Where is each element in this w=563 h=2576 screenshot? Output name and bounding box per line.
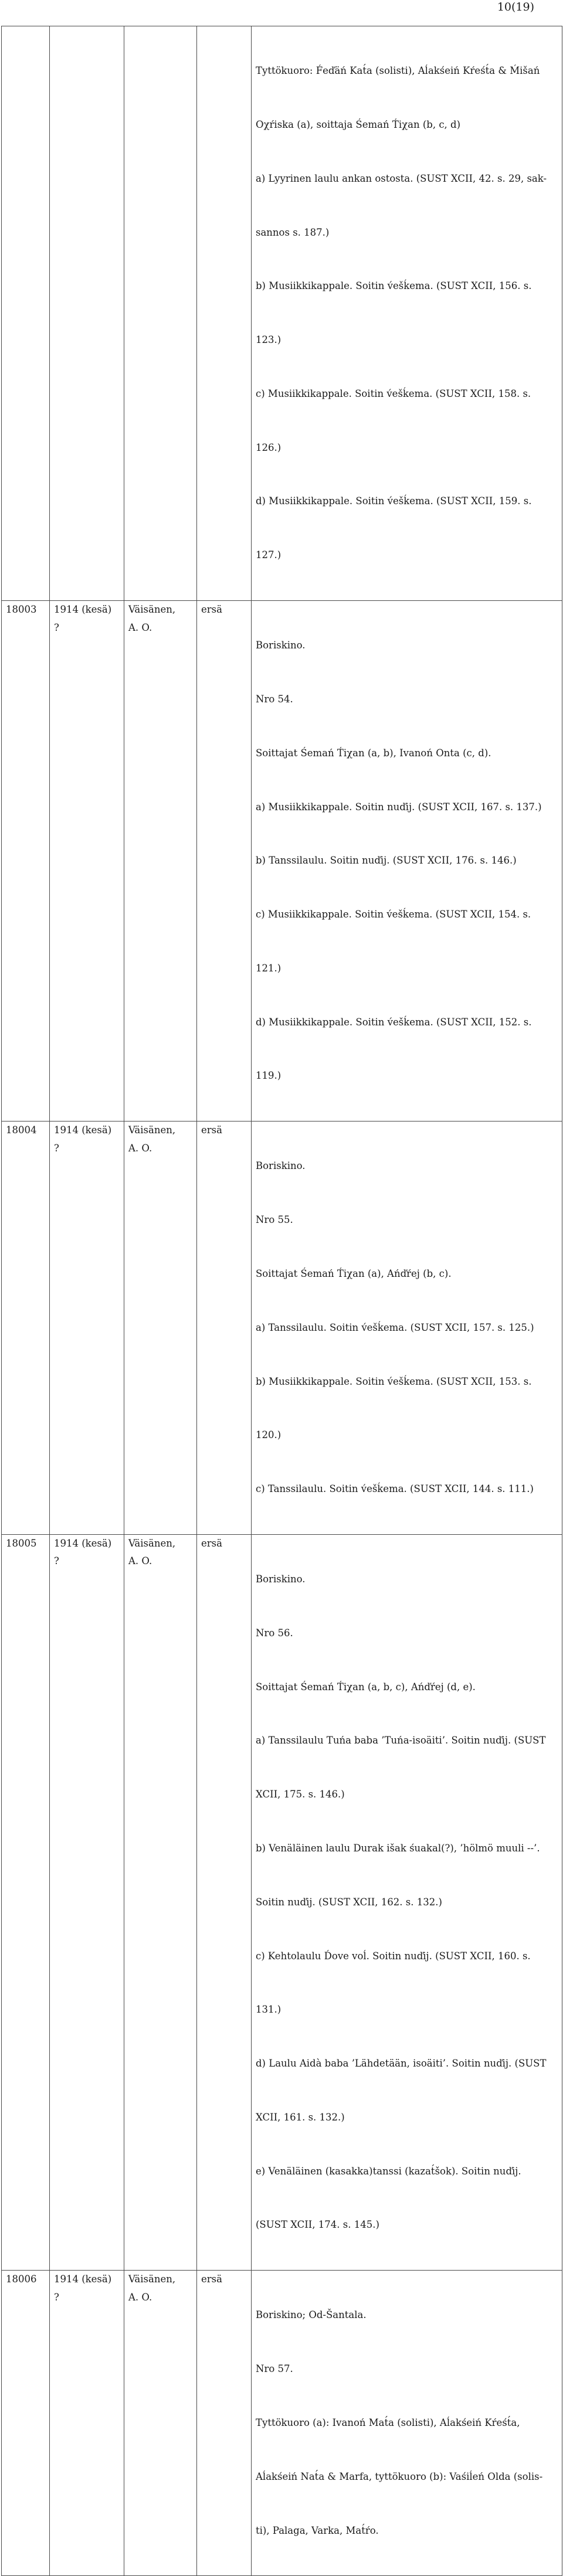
date-cell	[50, 2271, 124, 2576]
text-line: 123.)	[256, 334, 282, 346]
text-line: Boriskino.	[256, 1160, 306, 1172]
date-cell	[50, 1534, 124, 2270]
text-line: Väisänen,	[128, 1124, 176, 1136]
text-line: ?	[54, 2291, 59, 2303]
collector-cell	[124, 26, 197, 601]
text-line: ersä	[201, 1537, 222, 1549]
text-line: A. O.	[128, 2291, 152, 2303]
text-line: 1914 (kesä)	[54, 1124, 112, 1136]
text-line: 1914 (kesä)	[54, 1537, 112, 1549]
text-line: ersä	[201, 2273, 222, 2285]
text-line: Soittajat Śemań T́iχan (a, b), Ivanoń Onta (c, d).	[256, 747, 491, 759]
text-line	[128, 26, 196, 45]
page-number: 10(19)	[497, 1, 534, 13]
text-line: 119.)	[256, 1070, 282, 1082]
text-line	[54, 45, 124, 63]
text-line: XCII, 175. s. 146.)	[256, 1789, 345, 1800]
table-row	[2, 1122, 562, 1535]
text-line: a) Musiikkikappale. Soitin nuďij. (SUST XCII, 167. s. 137.)	[256, 801, 542, 813]
text-line: ersä	[201, 1124, 222, 1136]
text-line: Soittajat Śemań T́iχan (a, b, c), Ańďŕej (d, e).	[256, 1681, 476, 1693]
text-line: Boriskino; Od-Šantala.	[256, 2309, 367, 2321]
text-line: 121.)	[256, 962, 282, 974]
text-line: b) Musiikkikappale. Soitin v́ešḱema. (SUST XCII, 156. s.	[256, 280, 532, 292]
text-line: 18004	[6, 1124, 37, 1136]
id-cell	[2, 26, 50, 601]
text-line: 18003	[6, 604, 37, 615]
text-line: Nro 55.	[256, 1214, 293, 1226]
text-line: Boriskino.	[256, 1574, 306, 1585]
text-line: 120.)	[256, 1429, 282, 1441]
text-line: Väisänen,	[128, 1537, 176, 1549]
text-line	[128, 45, 196, 63]
text-line: b) Musiikkikappale. Soitin v́ešḱema. (SUST XCII, 153. s.	[256, 1375, 532, 1387]
text-line: A. O.	[128, 1142, 152, 1154]
text-line: 18006	[6, 2273, 37, 2285]
collector-cell	[124, 2271, 197, 2576]
text-line: A. O.	[128, 621, 152, 633]
date-cell	[50, 26, 124, 601]
language-cell	[197, 26, 252, 601]
description-cell	[252, 1122, 562, 1535]
text-line: ?	[54, 1142, 59, 1154]
text-line: b) Venäläinen laulu Durak išak śuakal(?), ’hölmö muuli --’.	[256, 1842, 540, 1854]
id-cell	[2, 2271, 50, 2576]
language-cell	[197, 1534, 252, 2270]
collector-cell	[124, 1122, 197, 1535]
text-line: Oχŕiska (a), soittaja Śemań T́iχan (b, c, d)	[256, 118, 461, 130]
text-line: Soittajat Śemań T́iχan (a), Ańďŕej (b, c).	[256, 1267, 452, 1279]
text-line: XCII, 161. s. 132.)	[256, 2111, 345, 2123]
text-line: e) Venäläinen (kasakka)tanssi (kazat́šok). Soitin nuďij.	[256, 2165, 521, 2177]
text-line: d) Musiikkikappale. Soitin v́ešḱema. (SUST XCII, 152. s.	[256, 1016, 532, 1028]
text-line: ti), Palaga, Varka, Mat́ŕo.	[256, 2524, 379, 2536]
text-line: a) Lyyrinen laulu ankan ostosta. (SUST XCII, 42. s. 29, sak-	[256, 172, 547, 184]
text-line: 18005	[6, 1537, 37, 1549]
language-cell	[197, 601, 252, 1122]
text-line: Väisänen,	[128, 604, 176, 615]
text-line: (SUST XCII, 174. s. 145.)	[256, 2219, 379, 2231]
id-cell	[2, 1122, 50, 1535]
text-line: ersä	[201, 604, 222, 615]
text-line: 131.)	[256, 2004, 282, 2016]
text-line: b) Tanssilaulu. Soitin nuďij. (SUST XCII, 176. s. 146.)	[256, 855, 517, 866]
text-line: Soitin nuďij. (SUST XCII, 162. s. 132.)	[256, 1896, 442, 1908]
text-line: Boriskino.	[256, 640, 306, 651]
text-line: 127.)	[256, 549, 282, 561]
text-line: c) Tanssilaulu. Soitin v́ešḱema. (SUST XCII, 144. s. 111.)	[256, 1483, 534, 1495]
text-line: ?	[54, 621, 59, 633]
text-line: c) Kehtolaulu D́ove voĺ. Soitin nuďij. (SUST XCII, 160. s.	[256, 1950, 531, 1962]
description-cell	[252, 2271, 562, 2576]
text-line: Väisänen,	[128, 2273, 176, 2285]
description-cell	[252, 26, 562, 601]
text-line: Nro 57.	[256, 2363, 293, 2375]
text-line: Tyttökuoro (a): Ivanoń Mat́a (solisti), Aĺakśeiń Kŕeśt́a,	[256, 2417, 520, 2428]
text-line: Aĺakśeiń Nat́a & Marfa, tyttökuoro (b): Vaśiĺeń Olda (solis-	[256, 2470, 543, 2482]
table-row	[2, 1534, 562, 2270]
archive-catalog-table	[1, 26, 562, 2576]
text-line: d) Musiikkikappale. Soitin v́ešḱema. (SUST XCII, 159. s.	[256, 495, 532, 507]
description-cell	[252, 601, 562, 1122]
text-line: Nro 56.	[256, 1627, 293, 1639]
text-line: Tyttökuoro: F́eďäń Kat́a (solisti), Aĺakśeiń Kŕeśt́a & Ḿišań	[256, 65, 540, 77]
text-line: 1914 (kesä)	[54, 604, 112, 615]
text-line	[6, 26, 49, 45]
text-line: 1914 (kesä)	[54, 2273, 112, 2285]
language-cell	[197, 2271, 252, 2576]
id-cell	[2, 601, 50, 1122]
text-line: c) Musiikkikappale. Soitin v́ešḱema. (SUST XCII, 154. s.	[256, 909, 531, 920]
date-cell	[50, 601, 124, 1122]
table-row	[2, 26, 562, 601]
text-line: a) Tanssilaulu. Soitin v́ešḱema. (SUST XCII, 157. s. 125.)	[256, 1321, 534, 1333]
id-cell	[2, 1534, 50, 2270]
language-cell	[197, 1122, 252, 1535]
text-line: ?	[54, 1555, 59, 1567]
collector-cell	[124, 1534, 197, 2270]
text-line: sannos s. 187.)	[256, 226, 330, 238]
text-line: 126.)	[256, 441, 282, 453]
date-cell	[50, 1122, 124, 1535]
text-line: d) Laulu Aidà baba ’Lähdetään, isoäiti’. Soitin nuďij. (SUST	[256, 2058, 547, 2069]
text-line: Nro 54.	[256, 693, 293, 705]
text-line	[201, 26, 251, 45]
table-row	[2, 601, 562, 1122]
collector-cell	[124, 601, 197, 1122]
text-line	[54, 26, 124, 45]
text-line: A. O.	[128, 1555, 152, 1567]
description-cell	[252, 1534, 562, 2270]
text-line: c) Musiikkikappale. Soitin v́ešḱema. (SUST XCII, 158. s.	[256, 388, 531, 399]
text-line: a) Tanssilaulu Tuńa baba ’Tuńa-isoäiti’. Soitin nuďij. (SUST	[256, 1735, 546, 1746]
table-row	[2, 2271, 562, 2576]
